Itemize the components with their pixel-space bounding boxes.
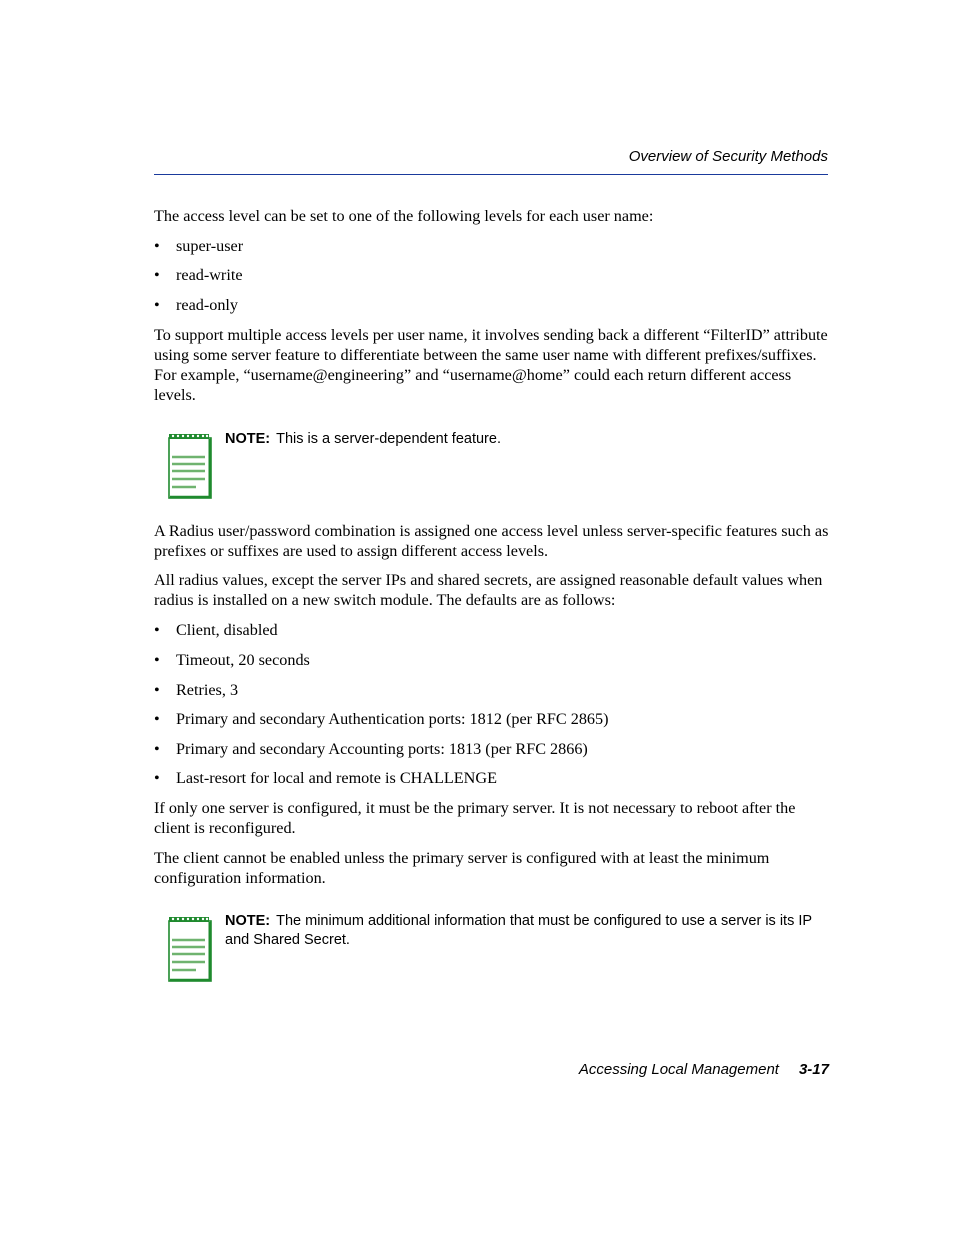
note-minimum-info bbox=[225, 912, 827, 950]
bullet-glyph: • bbox=[154, 296, 160, 314]
note-label: NOTE: bbox=[225, 913, 271, 929]
list-item-text: Timeout, 20 seconds bbox=[176, 651, 310, 669]
list-item-text: read-write bbox=[176, 266, 243, 284]
paragraph-primary-server: If only one server is configured, it must be the primary server. It is not necessary to reboot after the client is reconfigured. bbox=[154, 799, 796, 837]
bullet-glyph: • bbox=[154, 769, 160, 787]
list-item-text: Primary and secondary Authentication ports: 1812 (per RFC 2865) bbox=[176, 710, 609, 728]
notepad-icon bbox=[166, 432, 214, 500]
bullet-glyph: • bbox=[154, 621, 160, 639]
list-item-text: Last-resort for local and remote is CHALLENGE bbox=[176, 769, 497, 787]
paragraph-radius-defaults: All radius values, except the server IPs and shared secrets, are assigned reasonable default values when radius is installed on a new switch module. The defaults are as follows: bbox=[154, 571, 823, 609]
bullet-glyph: • bbox=[154, 237, 160, 255]
list-item-text: Client, disabled bbox=[176, 621, 278, 639]
bullet-glyph: • bbox=[154, 266, 160, 284]
list-item-text: Primary and secondary Accounting ports: 1813 (per RFC 2866) bbox=[176, 740, 588, 758]
running-header: Overview of Security Methods bbox=[628, 148, 828, 165]
header-rule bbox=[154, 174, 828, 175]
note-body: This is a server-dependent feature. bbox=[276, 431, 501, 447]
page-footer bbox=[500, 1061, 829, 1078]
note-label: NOTE: bbox=[225, 431, 271, 447]
list-item-text: Retries, 3 bbox=[176, 681, 239, 699]
paragraph-radius-combination: A Radius user/password combination is assigned one access level unless server-specific features such as prefixes or suffixes are used to assign different access levels. bbox=[154, 522, 829, 560]
list-item-text: read-only bbox=[176, 296, 239, 314]
bullet-glyph: • bbox=[154, 710, 160, 728]
note-body: The minimum additional information that must be configured to use a server is its IP and Shared Secret. bbox=[225, 913, 812, 948]
notepad-icon bbox=[166, 915, 214, 983]
paragraph-client-enable: The client cannot be enabled unless the primary server is configured with at least the minimum configuration information. bbox=[154, 849, 770, 887]
bullet-glyph: • bbox=[154, 681, 160, 699]
paragraph-multiple-access-levels: To support multiple access levels per user name, it involves sending back a different “FilterID” attribute using some server feature to differentiate between the same user name with different prefixes/suffixes. For example, “username@engineering” and “username@home” could each return different access levels. bbox=[154, 326, 828, 404]
page-number: 3-17 bbox=[798, 1061, 829, 1078]
bullet-glyph: • bbox=[154, 651, 160, 669]
bullet-glyph: • bbox=[154, 740, 160, 758]
note-server-dependent bbox=[225, 430, 827, 449]
footer-title: Accessing Local Management bbox=[578, 1061, 779, 1078]
paragraph-access-level-intro: The access level can be set to one of the following levels for each user name: bbox=[154, 207, 654, 225]
list-item-text: super-user bbox=[176, 237, 244, 255]
